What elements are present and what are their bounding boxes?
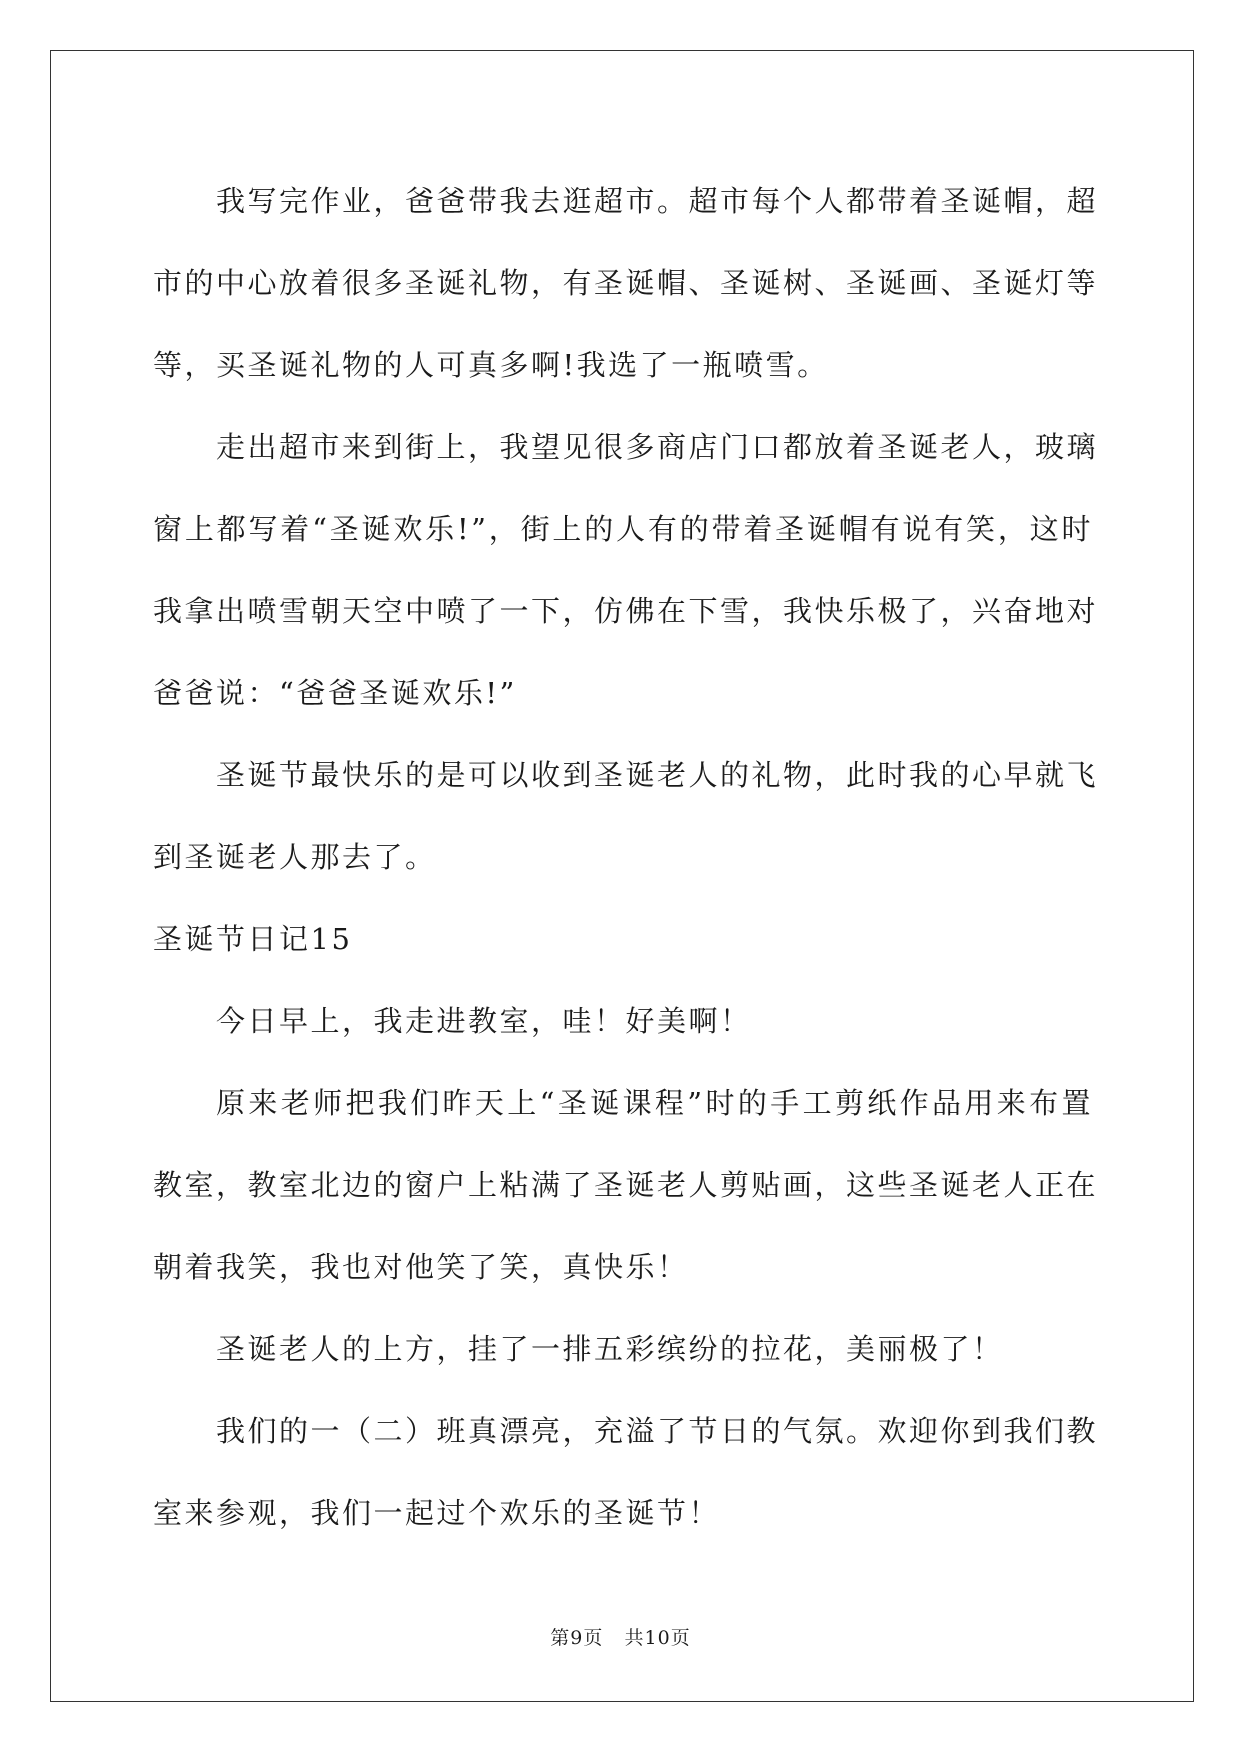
paragraph-line: 到圣诞老人那去了。: [153, 840, 437, 874]
paragraph-line: 圣诞节最快乐的是可以收到圣诞老人的礼物，此时我的心早就飞: [216, 758, 1099, 792]
paragraph-line: 原来老师把我们昨天上“圣诞课程”时的手工剪纸作品用来布置: [216, 1086, 1093, 1120]
section-heading: 圣诞节日记15: [153, 922, 353, 956]
paragraph-line: 教室，教室北边的窗户上粘满了圣诞老人剪贴画，这些圣诞老人正在: [153, 1168, 1099, 1202]
paragraph-line: 朝着我笑，我也对他笑了笑，真快乐！: [153, 1250, 689, 1284]
paragraph-line: 圣诞老人的上方，挂了一排五彩缤纷的拉花，美丽极了！: [216, 1332, 1004, 1366]
paragraph-line: 爸爸说：“爸爸圣诞欢乐!”: [153, 676, 517, 710]
paragraph-line: 今日早上，我走进教室，哇！好美啊！: [216, 1004, 752, 1038]
footer-spacer: [603, 1627, 624, 1649]
paragraph-line: 等，买圣诞礼物的人可真多啊!我选了一瓶喷雪。: [153, 348, 829, 382]
paragraph-line: 走出超市来到街上，我望见很多商店门口都放着圣诞老人，玻璃: [216, 430, 1099, 464]
paragraph-line: 我拿出喷雪朝天空中喷了一下，仿佛在下雪，我快乐极了，兴奋地对: [153, 594, 1099, 628]
paragraph-line: 窗上都写着“圣诞欢乐!”，街上的人有的带着圣诞帽有说有笑，这时: [153, 512, 1093, 546]
paragraph-line: 我写完作业，爸爸带我去逛超市。超市每个人都带着圣诞帽，超: [216, 184, 1099, 218]
document-body: [153, 160, 1099, 1554]
page-total: 共10页: [624, 1627, 691, 1649]
page-number: 第9页: [550, 1627, 604, 1649]
paragraph-line: 室来参观，我们一起过个欢乐的圣诞节！: [153, 1496, 721, 1530]
paragraph-line: 市的中心放着很多圣诞礼物，有圣诞帽、圣诞树、圣诞画、圣诞灯等: [153, 266, 1099, 300]
page-footer: [0, 1626, 1241, 1650]
paragraph-line: 我们的一（二）班真漂亮，充溢了节日的气氛。欢迎你到我们教: [216, 1414, 1099, 1448]
